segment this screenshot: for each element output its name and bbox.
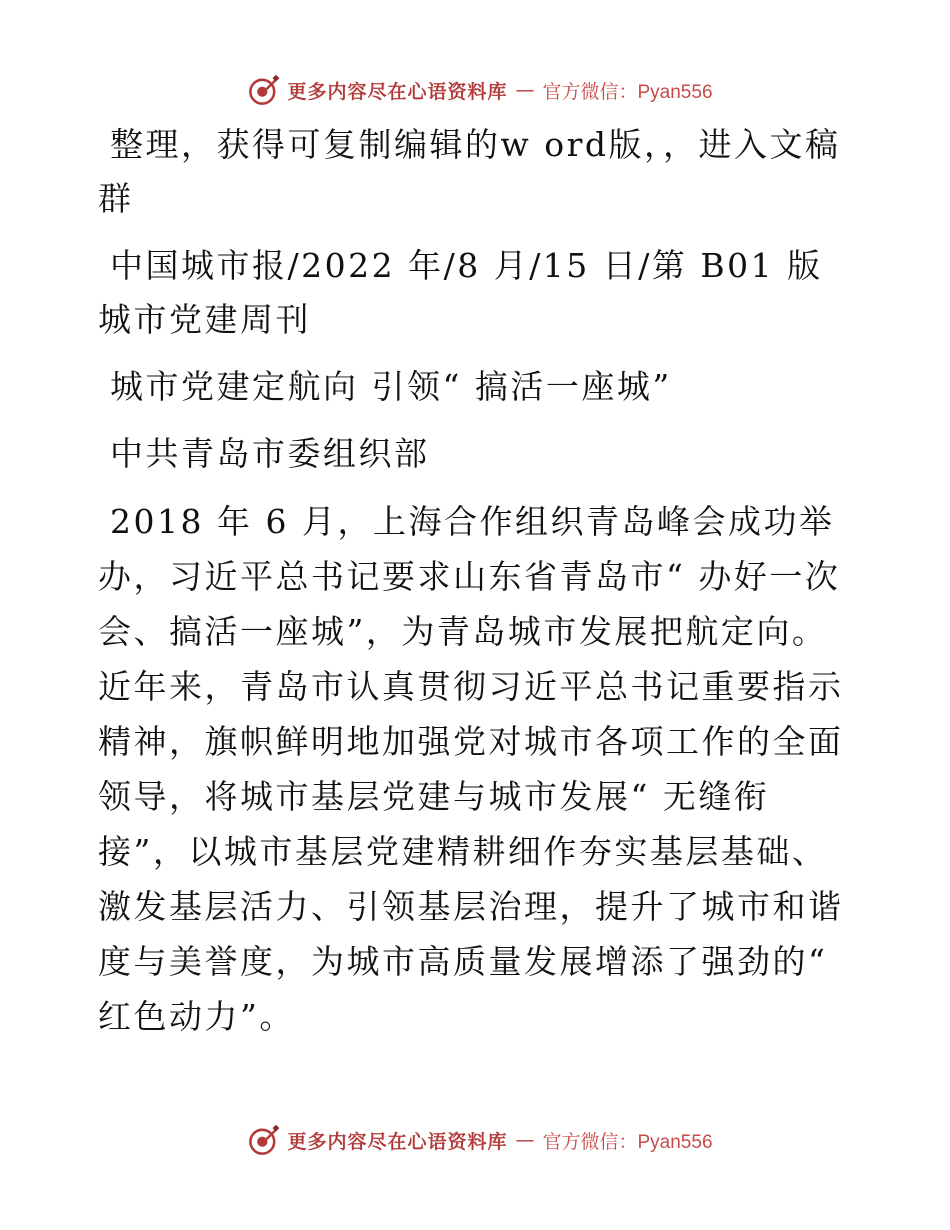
footer-banner [0, 1120, 950, 1160]
footer-banner-inner [247, 1123, 712, 1157]
body-paragraph: 2018 年 6 月，上海合作组织青岛峰会成功举办，习近平总书记要求山东省青岛市“ 办好一次会、搞活一座城”，为青岛城市发展把航定向。近年来，青岛市认真贯彻习近平总书记重要指示精神，旗帜鲜明地加强党对城市各项工作的全面领导，将城市基层党建与城市发展“ 无缝衔接”，以城市基层党建精耕细作夯实基层基础、激发基层活力、引领基层治理，提升了城市和谐度与美誉度，为城市高质量发展增添了强劲的“ 红色动力”。 [98, 502, 844, 1036]
header-banner-dash: — [515, 79, 535, 101]
intro-paragraph: 整理，获得可复制编辑的w ord版，，进入文稿群 [98, 125, 841, 218]
header-banner-contact: 官方微信：Pyan556 [542, 81, 713, 103]
header-banner-text: 更多内容尽在心语资料库 [287, 80, 508, 103]
pen-nib-logo-icon [247, 1123, 281, 1157]
document-content [98, 118, 858, 1057]
footer-banner-contact: 官方微信：Pyan556 [542, 1131, 713, 1153]
header-banner [0, 70, 950, 110]
footer-banner-dash: — [515, 1129, 535, 1151]
article-title: 城市党建定航向 引领“ 搞活一座城” [110, 367, 672, 406]
header-banner-inner [247, 73, 712, 107]
article-author: 中共青岛市委组织部 [110, 434, 430, 473]
footer-banner-text: 更多内容尽在心语资料库 [287, 1130, 508, 1153]
pen-nib-logo-icon [247, 73, 281, 107]
source-line: 中国城市报/2022 年/8 月/15 日/第 B01 版城市党建周刊 [98, 246, 823, 339]
